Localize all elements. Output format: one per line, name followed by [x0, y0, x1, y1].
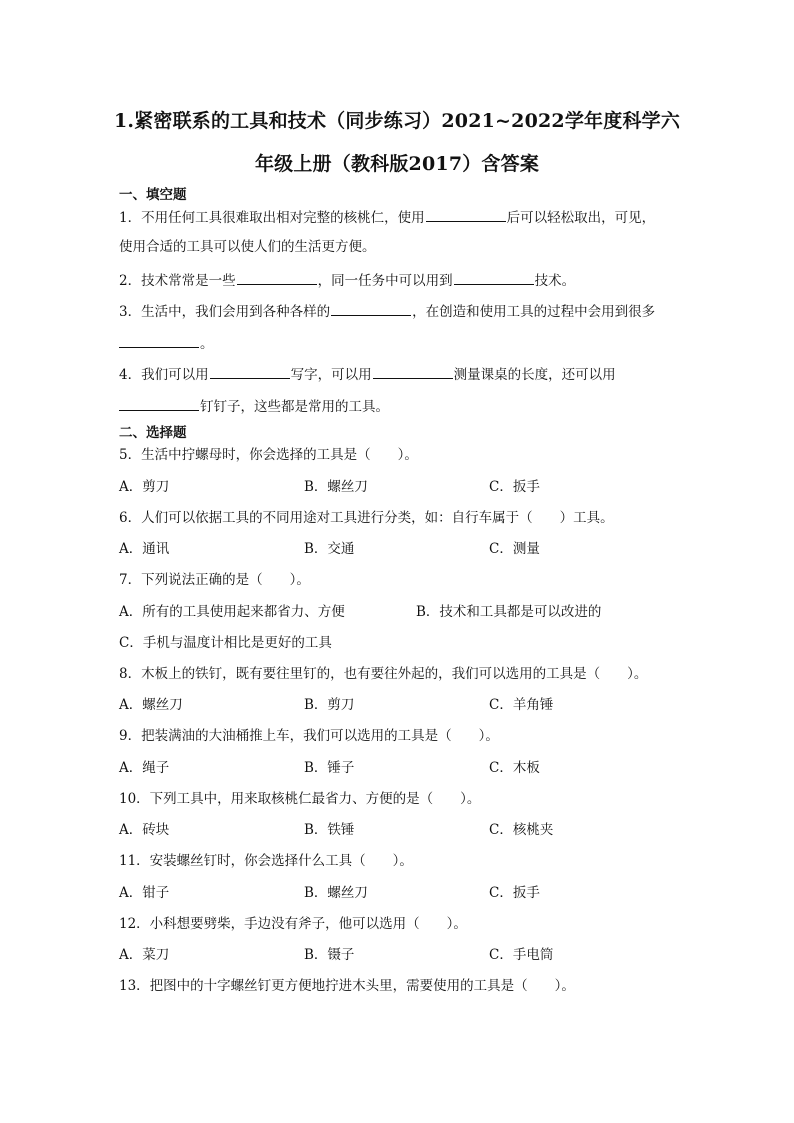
- question-8-option-b: B．剪刀: [304, 697, 355, 713]
- question-3-text-b: ，在创造和使用工具的过程中会用到很多: [412, 304, 656, 320]
- question-10-option-a: A．砖块: [119, 822, 170, 838]
- question-13-stem: 13．把图中的十字螺丝钉更方便地拧进木头里，需要使用的工具是（ ）。: [119, 978, 575, 994]
- question-6-option-c: C．测量: [489, 541, 540, 557]
- question-1-text-a: 1．不用任何工具很难取出相对完整的核桃仁，使用: [119, 210, 425, 226]
- question-4-blank-3: [119, 396, 199, 411]
- question-1-line1: [119, 207, 655, 227]
- question-3-blank-2: [119, 333, 199, 348]
- question-4-text-c: 测量课桌的长度，还可以用: [453, 367, 616, 383]
- question-2-text-a: 2．技术常常是一些: [119, 273, 236, 289]
- question-4-line2: [119, 396, 389, 416]
- question-2: [119, 270, 575, 290]
- question-8-stem: 8．木板上的铁钉，既有要往里钉的，也有要往外起的，我们可以选用的工具是（ ）。: [119, 666, 648, 682]
- question-9-stem: 9．把装满油的大油桶推上车，我们可以选用的工具是（ ）。: [119, 728, 499, 744]
- question-7-option-c: C．手机与温度计相比是更好的工具: [119, 635, 332, 651]
- question-10-stem: 10．下列工具中，用来取核桃仁最省力、方便的是（ ）。: [119, 791, 481, 807]
- question-7-stem: 7．下列说法正确的是（ ）。: [119, 572, 310, 588]
- question-3-text-a: 3．生活中，我们会用到各种各样的: [119, 304, 331, 320]
- question-5-option-c: C．扳手: [489, 479, 540, 495]
- question-11-option-c: C．扳手: [489, 885, 540, 901]
- question-8-option-c: C．羊角锤: [489, 697, 554, 713]
- question-2-text-c: 技术。: [534, 273, 576, 289]
- question-4-end: 钉钉子，这些都是常用的工具。: [200, 399, 389, 415]
- question-8-option-a: A．螺丝刀: [119, 697, 183, 713]
- question-3-line2: [119, 333, 214, 353]
- question-11-option-a: A．钳子: [119, 885, 170, 901]
- question-4-blank-2: [373, 364, 453, 379]
- question-12-option-b: B．镊子: [304, 947, 355, 963]
- question-1-blank: [426, 207, 506, 222]
- document-title-line1: 1.紧密联系的工具和技术（同步练习）2021~2022学年度科学六: [113, 110, 681, 132]
- question-1-line2: 使用合适的工具可以使人们的生活更方便。: [119, 239, 376, 255]
- question-7-option-b: B．技术和工具都是可以改进的: [416, 604, 602, 620]
- question-5-option-a: A．剪刀: [119, 479, 170, 495]
- question-2-text-b: ，同一任务中可以用到: [317, 273, 453, 289]
- question-6-option-b: B．交通: [304, 541, 355, 557]
- question-10-option-b: B．铁锤: [304, 822, 355, 838]
- question-9-option-c: C．木板: [489, 760, 540, 776]
- section-multiple-choice-heading: 二、选择题: [119, 425, 187, 441]
- question-2-blank-2: [454, 270, 534, 285]
- question-5-option-b: B．螺丝刀: [304, 479, 368, 495]
- question-9-option-a: A．绳子: [119, 760, 170, 776]
- question-3-blank-1: [331, 301, 411, 316]
- question-6-stem: 6．人们可以依据工具的不同用途对工具进行分类，如：自行车属于（ ）工具。: [119, 510, 614, 526]
- question-12-option-c: C．手电筒: [489, 947, 554, 963]
- question-4-text-b: 写字，可以用: [290, 367, 372, 383]
- question-9-option-b: B．锤子: [304, 760, 355, 776]
- question-12-option-a: A．菜刀: [119, 947, 170, 963]
- document-title-line2: 年级上册（教科版2017）含答案: [254, 153, 540, 175]
- question-7-option-a: A．所有的工具使用起来都省力、方便: [119, 604, 345, 620]
- question-4-blank-1: [210, 364, 290, 379]
- question-1-text-b: 后可以轻松取出，可见，: [506, 210, 656, 226]
- question-11-stem: 11．安装螺丝钉时，你会选择什么工具（ ）。: [119, 853, 413, 869]
- question-3-line1: [119, 301, 655, 321]
- section-fill-blank-heading: 一、填空题: [119, 187, 187, 203]
- question-5-stem: 5．生活中拧螺母时，你会选择的工具是（ ）。: [119, 447, 418, 463]
- question-4-line1: [119, 364, 616, 384]
- question-3-end: 。: [200, 336, 214, 352]
- question-2-blank-1: [237, 270, 317, 285]
- question-11-option-b: B．螺丝刀: [304, 885, 368, 901]
- question-4-text-a: 4．我们可以用: [119, 367, 209, 383]
- question-12-stem: 12．小科想要劈柴，手边没有斧子，他可以选用（ ）。: [119, 916, 467, 932]
- question-6-option-a: A．通讯: [119, 541, 170, 557]
- question-10-option-c: C．核桃夹: [489, 822, 554, 838]
